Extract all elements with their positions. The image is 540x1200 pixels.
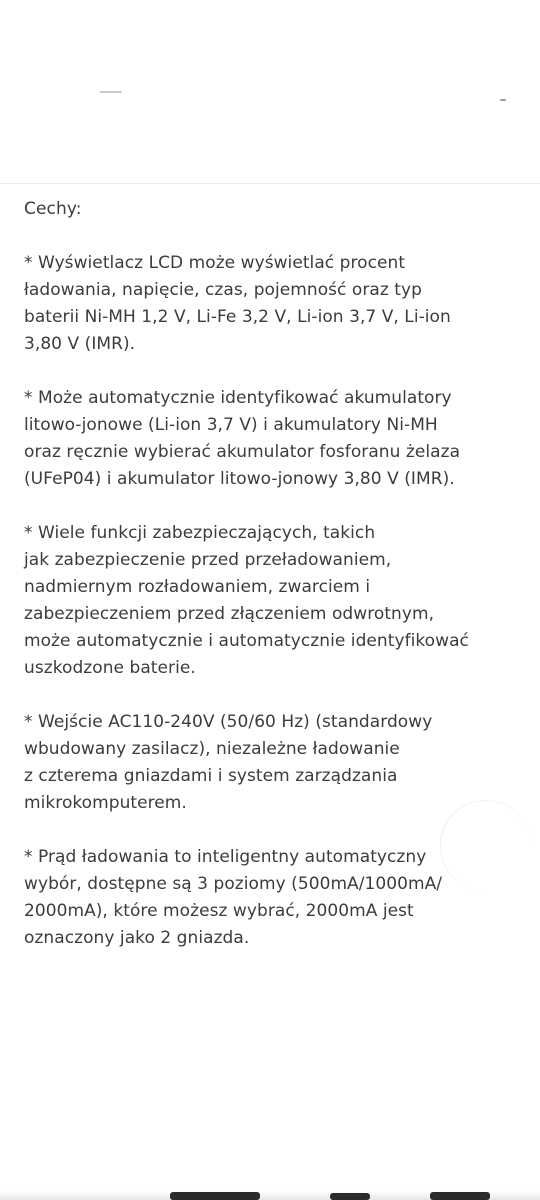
feature-paragraph-lcd: * Wyświetlacz LCD może wyświetlać procent ładowania, napięcie, czas, pojemność oraz typ baterii Ni-MH 1,2 V, Li-Fe 3,2 V, Li-ion 3,7 V, Li-ion 3,80 V (IMR).	[24, 253, 451, 354]
scan-speck	[100, 91, 122, 93]
scan-speck	[500, 99, 506, 101]
header-divider	[0, 183, 540, 184]
blank-header-area	[0, 0, 540, 183]
scan-blot	[430, 1192, 490, 1200]
bottom-edge-strip	[0, 1180, 540, 1200]
feature-paragraph-current: * Prąd ładowania to inteligentny automatyczny wybór, dostępne są 3 poziomy (500mA/1000mA/ 2000mA), które możesz wybrać, 2000mA jest oznaczony jako 2 gniazda.	[24, 847, 443, 948]
scan-blot	[170, 1192, 260, 1200]
feature-paragraph-identification: * Może automatycznie identyfikować akumulatory litowo-jonowe (Li-ion 3,7 V) i akumulatory Ni-MH oraz ręcznie wybierać akumulator fosforanu żelaza (UFeP04) i akumulator litowo-jonowy 3,80 V (IMR).	[24, 388, 461, 489]
features-heading: Cechy:	[24, 199, 82, 219]
feature-paragraph-input: * Wejście AC110-240V (50/60 Hz) (standardowy wbudowany zasilacz), niezależne ładowanie z czterema gniazdami i system zarządzania mikrokomputerem.	[24, 712, 433, 813]
scan-blot	[330, 1193, 370, 1200]
faint-scan-arc	[440, 800, 531, 891]
feature-paragraph-protection: * Wiele funkcji zabezpieczających, takich jak zabezpieczenie przed przeładowaniem, nadmiernym rozładowaniem, zwarciem i zabezpieczeniem przed złączeniem odwrotnym, może automatycznie i automatycznie identyfikować uszkodzone baterie.	[24, 523, 469, 678]
